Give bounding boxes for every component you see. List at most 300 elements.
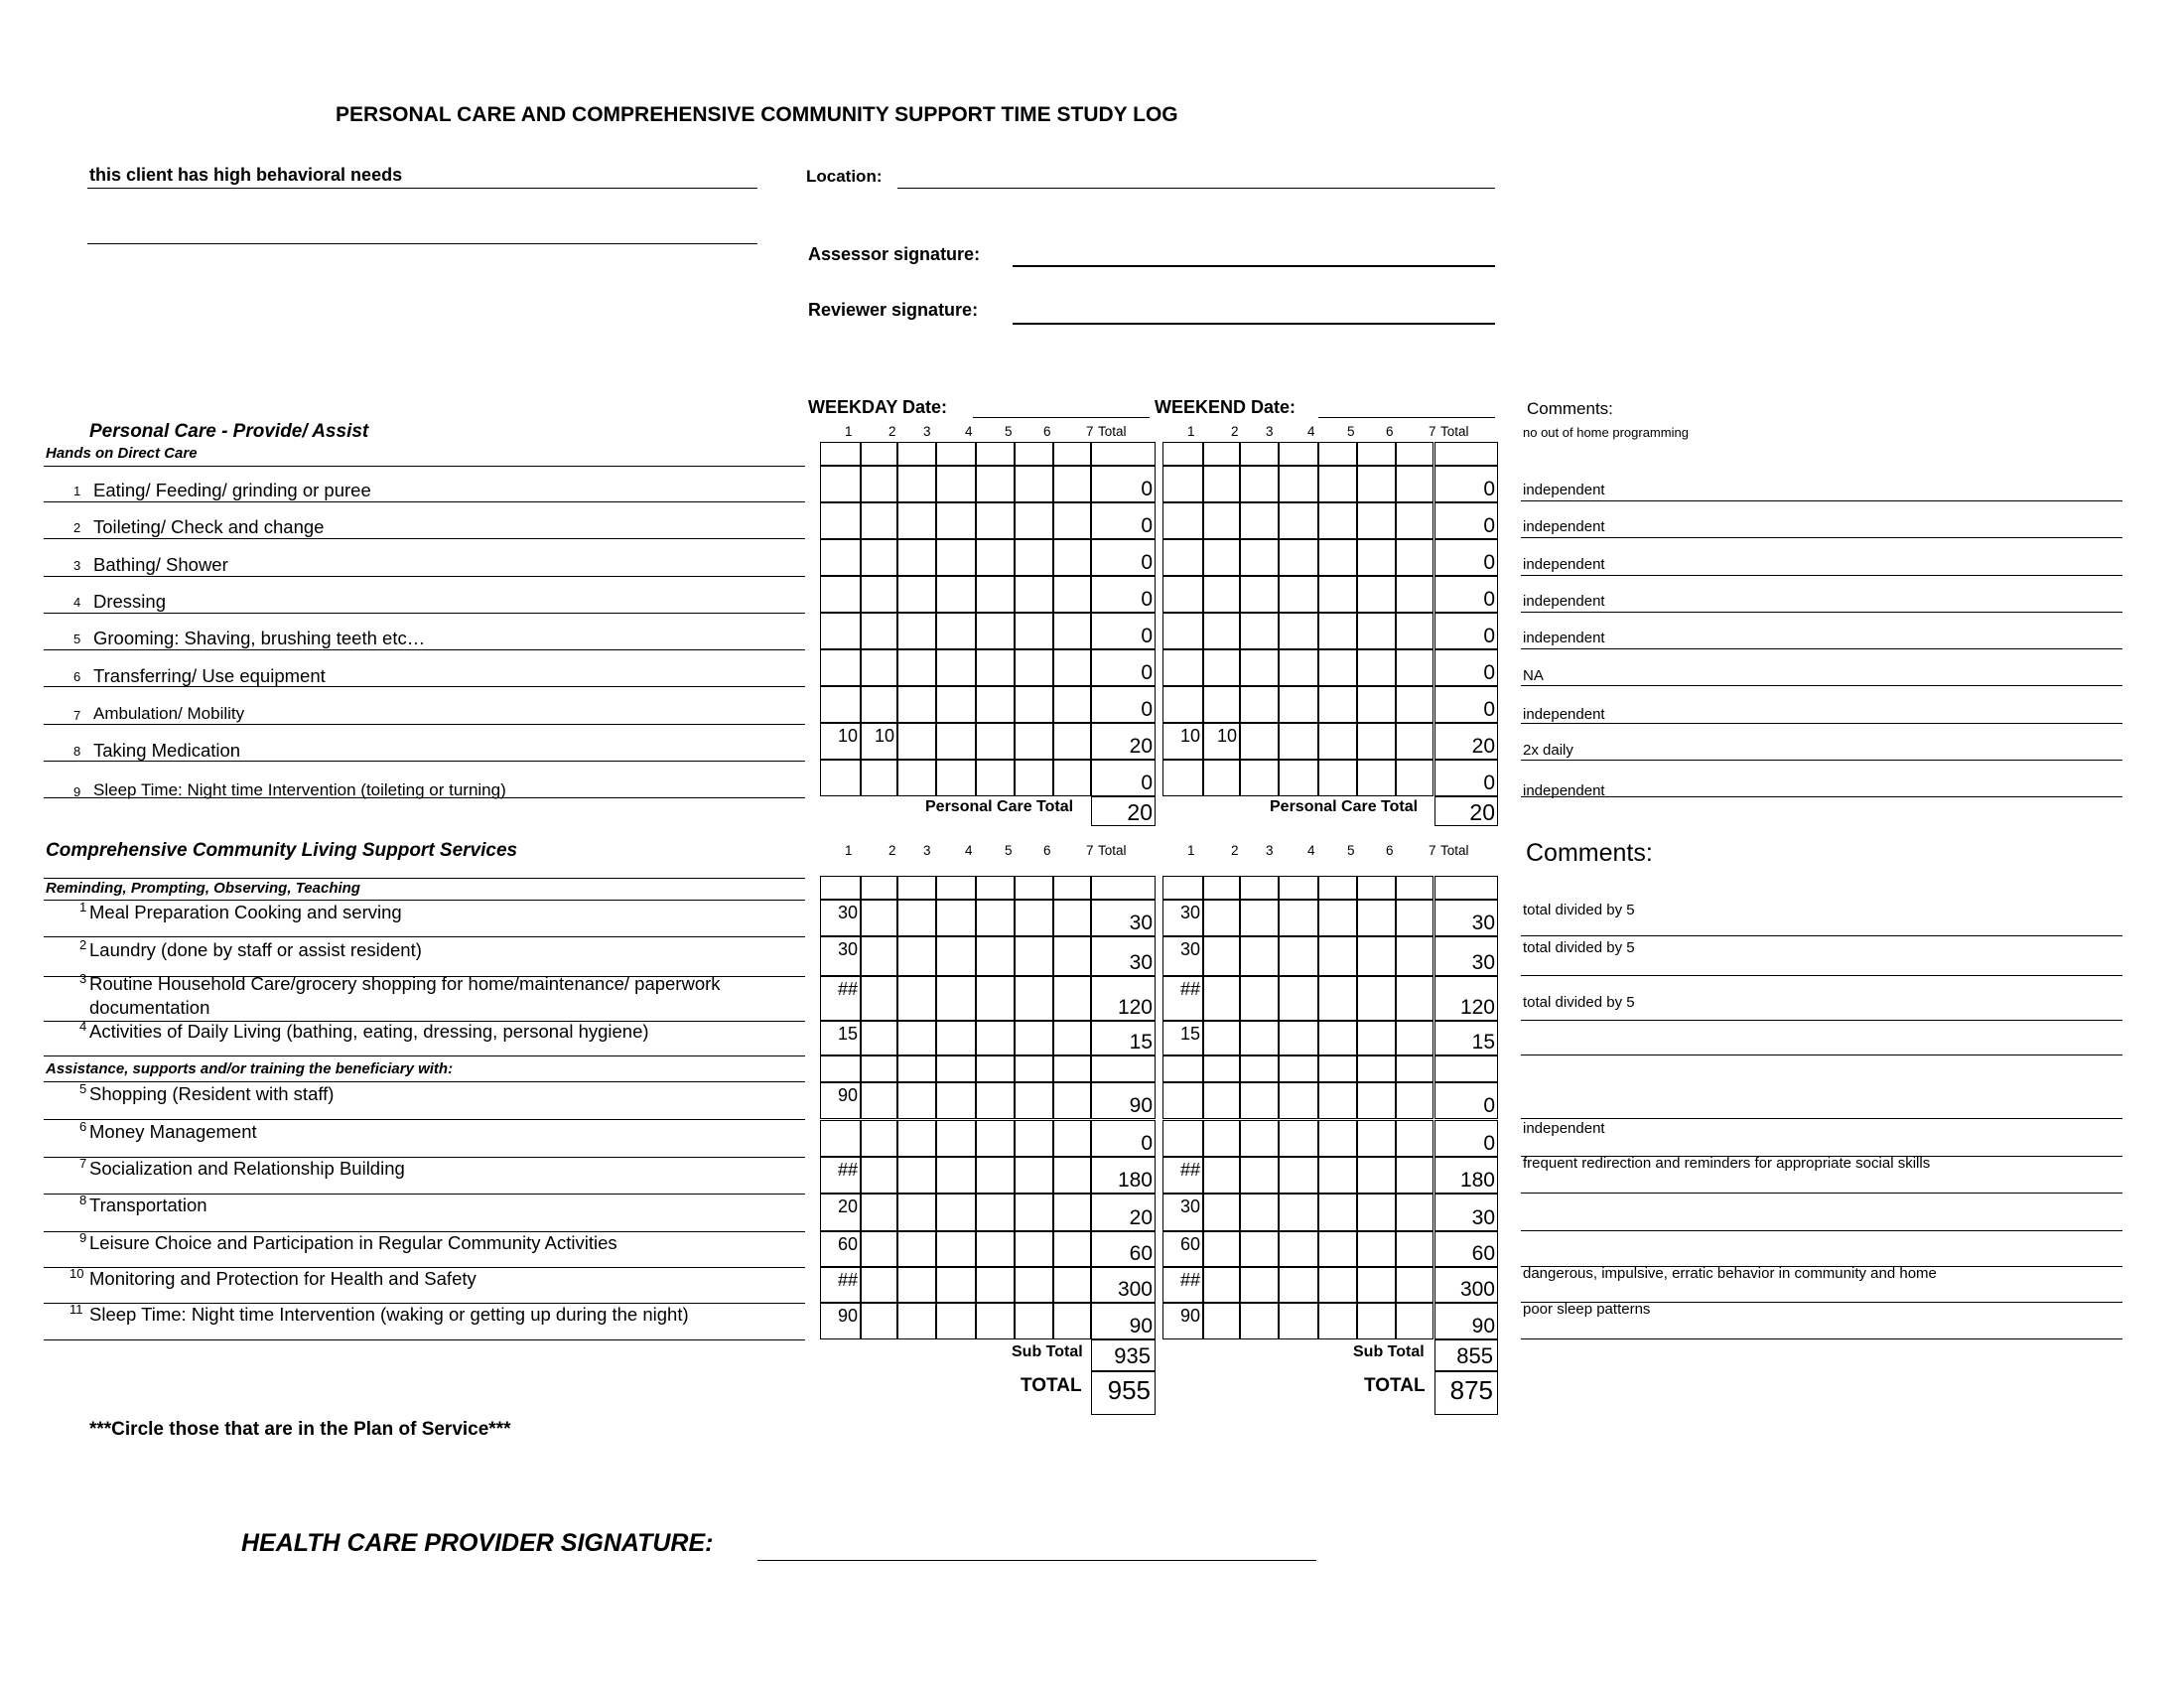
cc-weekday-day-cell[interactable]: [820, 1231, 861, 1267]
cc-weekday-day-cell[interactable]: [976, 1303, 1015, 1339]
pc-weekend-day-cell[interactable]: [1357, 613, 1396, 649]
pc-weekend-day-cell[interactable]: [1357, 686, 1396, 723]
pc-weekend-day-cell[interactable]: [1240, 502, 1279, 539]
cc-weekday-day-cell[interactable]: [861, 976, 897, 1021]
cc-weekend-day-cell[interactable]: [1279, 1082, 1318, 1119]
pc-row-comment[interactable]: independent: [1523, 706, 1605, 723]
cc-weekday-day-cell[interactable]: [936, 1120, 976, 1157]
cc-weekday-day-cell[interactable]: [936, 1267, 976, 1303]
reviewer-signature-field[interactable]: [1013, 323, 1495, 325]
pc-weekend-day-cell[interactable]: [1357, 576, 1396, 613]
pc-weekend-day-cell[interactable]: [1203, 466, 1240, 502]
cc-weekend-day-cell[interactable]: [1203, 1082, 1240, 1119]
cc-weekday-day-cell[interactable]: [1053, 1231, 1091, 1267]
pc-weekend-day-cell[interactable]: [1240, 723, 1279, 760]
cc-weekday-day-cell[interactable]: [936, 1194, 976, 1231]
cc-weekend-day-cell[interactable]: [1318, 1157, 1357, 1194]
pc-weekend-day-cell[interactable]: [1396, 502, 1433, 539]
cc-weekend-day-cell[interactable]: [1357, 1267, 1396, 1303]
cc-weekday-day-cell[interactable]: [1015, 936, 1053, 976]
pc-weekday-day-cell[interactable]: [820, 686, 861, 723]
cc-weekday-day-cell[interactable]: [897, 1231, 936, 1267]
pc-weekday-day-cell[interactable]: [936, 466, 976, 502]
pc-weekday-day-cell[interactable]: [1015, 466, 1053, 502]
cc-weekend-day-cell[interactable]: [1318, 1194, 1357, 1231]
cc-weekday-day-cell[interactable]: [1015, 1267, 1053, 1303]
cc-weekday-day-cell[interactable]: [976, 900, 1015, 936]
pc-weekday-day-cell[interactable]: [897, 760, 936, 796]
cc-weekend-day-cell[interactable]: [1279, 900, 1318, 936]
pc-weekday-day-cell[interactable]: [861, 723, 897, 760]
pc-weekend-day-cell[interactable]: [1279, 649, 1318, 686]
cc-weekend-day-cell[interactable]: [1203, 1194, 1240, 1231]
pc-weekend-day-cell[interactable]: [1357, 649, 1396, 686]
pc-weekend-day-cell[interactable]: [1396, 466, 1433, 502]
pc-weekend-day-cell[interactable]: [1240, 613, 1279, 649]
pc-weekend-day-cell[interactable]: [1279, 760, 1318, 796]
cc-weekend-day-cell[interactable]: [1396, 976, 1433, 1021]
pc-weekday-day-cell[interactable]: [976, 649, 1015, 686]
cc-row-comment[interactable]: dangerous, impulsive, erratic behavior in community and home: [1523, 1265, 1937, 1282]
pc-weekend-day-cell[interactable]: [1279, 502, 1318, 539]
pc-weekday-day-cell[interactable]: [936, 686, 976, 723]
cc-weekend-day-cell[interactable]: [1240, 1120, 1279, 1157]
pc-weekend-day-cell[interactable]: [1203, 723, 1240, 760]
cc-weekend-day-cell[interactable]: [1357, 1231, 1396, 1267]
cc-weekday-day-cell[interactable]: [861, 1082, 897, 1119]
cc-weekday-day-cell[interactable]: [861, 1231, 897, 1267]
cc-weekend-day-cell[interactable]: [1357, 1157, 1396, 1194]
cc-weekend-day-cell[interactable]: [1357, 1194, 1396, 1231]
cc-weekday-day-cell[interactable]: [936, 900, 976, 936]
cc-weekday-day-cell[interactable]: [820, 1082, 861, 1119]
pc-weekday-day-cell[interactable]: [936, 502, 976, 539]
pc-weekday-day-cell[interactable]: [861, 613, 897, 649]
cc-weekday-day-cell[interactable]: [861, 1157, 897, 1194]
cc-weekday-day-cell[interactable]: [1053, 1303, 1091, 1339]
pc-weekday-day-cell[interactable]: [820, 576, 861, 613]
cc-weekday-day-cell[interactable]: [1015, 976, 1053, 1021]
pc-weekday-day-cell[interactable]: [936, 723, 976, 760]
cc-weekday-day-cell[interactable]: [897, 1021, 936, 1055]
pc-weekend-day-cell[interactable]: [1162, 539, 1203, 576]
cc-weekday-day-cell[interactable]: [1053, 1267, 1091, 1303]
cc-weekday-day-cell[interactable]: [976, 936, 1015, 976]
pc-weekend-day-cell[interactable]: [1162, 466, 1203, 502]
cc-weekend-day-cell[interactable]: [1318, 976, 1357, 1021]
cc-weekend-day-cell[interactable]: [1240, 900, 1279, 936]
assessor-signature-field[interactable]: [1013, 265, 1495, 267]
cc-weekend-day-cell[interactable]: [1203, 976, 1240, 1021]
cc-weekday-day-cell[interactable]: [1015, 1194, 1053, 1231]
pc-weekday-day-cell[interactable]: [976, 576, 1015, 613]
location-field[interactable]: [897, 188, 1495, 189]
weekend-date-field[interactable]: [1318, 417, 1495, 418]
cc-weekday-day-cell[interactable]: [936, 1021, 976, 1055]
pc-weekend-day-cell[interactable]: [1279, 539, 1318, 576]
pc-weekend-day-cell[interactable]: [1279, 686, 1318, 723]
cc-weekend-day-cell[interactable]: [1240, 976, 1279, 1021]
pc-weekday-day-cell[interactable]: [861, 760, 897, 796]
pc-row-comment[interactable]: independent: [1523, 556, 1605, 573]
pc-weekday-day-cell[interactable]: [897, 723, 936, 760]
cc-weekend-day-cell[interactable]: [1162, 976, 1203, 1021]
pc-weekend-day-cell[interactable]: [1162, 723, 1203, 760]
cc-weekend-day-cell[interactable]: [1240, 1231, 1279, 1267]
cc-weekday-day-cell[interactable]: [1015, 1120, 1053, 1157]
cc-weekend-day-cell[interactable]: [1203, 1120, 1240, 1157]
cc-weekend-day-cell[interactable]: [1203, 1303, 1240, 1339]
cc-weekend-day-cell[interactable]: [1396, 1303, 1433, 1339]
pc-weekday-day-cell[interactable]: [861, 466, 897, 502]
cc-weekday-day-cell[interactable]: [1015, 1231, 1053, 1267]
cc-weekday-day-cell[interactable]: [897, 1082, 936, 1119]
pc-weekend-day-cell[interactable]: [1396, 539, 1433, 576]
pc-weekday-day-cell[interactable]: [1053, 723, 1091, 760]
pc-weekend-day-cell[interactable]: [1203, 686, 1240, 723]
cc-weekend-day-cell[interactable]: [1396, 1231, 1433, 1267]
cc-weekend-day-cell[interactable]: [1318, 1231, 1357, 1267]
pc-weekday-day-cell[interactable]: [1053, 466, 1091, 502]
cc-weekday-day-cell[interactable]: [861, 936, 897, 976]
cc-weekday-day-cell[interactable]: [861, 1120, 897, 1157]
pc-weekend-day-cell[interactable]: [1357, 723, 1396, 760]
pc-weekend-day-cell[interactable]: [1396, 723, 1433, 760]
pc-weekend-day-cell[interactable]: [1162, 502, 1203, 539]
cc-weekday-day-cell[interactable]: [976, 1267, 1015, 1303]
pc-weekday-day-cell[interactable]: [1053, 686, 1091, 723]
pc-weekend-day-cell[interactable]: [1240, 539, 1279, 576]
cc-weekday-day-cell[interactable]: [936, 1303, 976, 1339]
cc-weekday-day-cell[interactable]: [1053, 1120, 1091, 1157]
cc-weekend-day-cell[interactable]: [1162, 1082, 1203, 1119]
cc-row-comment[interactable]: independent: [1523, 1120, 1605, 1137]
pc-weekday-day-cell[interactable]: [897, 649, 936, 686]
pc-weekend-day-cell[interactable]: [1279, 723, 1318, 760]
cc-weekend-day-cell[interactable]: [1357, 1021, 1396, 1055]
cc-weekday-day-cell[interactable]: [897, 1120, 936, 1157]
pc-weekday-day-cell[interactable]: [897, 539, 936, 576]
pc-row-comment[interactable]: NA: [1523, 667, 1544, 684]
cc-weekend-day-cell[interactable]: [1240, 1082, 1279, 1119]
cc-weekend-day-cell[interactable]: [1240, 1021, 1279, 1055]
cc-weekend-day-cell[interactable]: [1318, 1082, 1357, 1119]
cc-weekday-day-cell[interactable]: [1053, 900, 1091, 936]
cc-weekday-day-cell[interactable]: [1053, 936, 1091, 976]
pc-weekday-day-cell[interactable]: [897, 613, 936, 649]
cc-weekend-day-cell[interactable]: [1240, 1267, 1279, 1303]
pc-weekend-day-cell[interactable]: [1396, 649, 1433, 686]
pc-weekday-day-cell[interactable]: [1053, 576, 1091, 613]
pc-weekend-day-cell[interactable]: [1318, 466, 1357, 502]
cc-weekday-day-cell[interactable]: [1053, 1157, 1091, 1194]
cc-weekend-day-cell[interactable]: [1240, 936, 1279, 976]
pc-weekday-day-cell[interactable]: [820, 613, 861, 649]
cc-weekday-day-cell[interactable]: [936, 1082, 976, 1119]
cc-weekend-day-cell[interactable]: [1396, 936, 1433, 976]
cc-weekday-day-cell[interactable]: [1053, 1194, 1091, 1231]
cc-weekend-day-cell[interactable]: [1357, 936, 1396, 976]
cc-weekday-day-cell[interactable]: [936, 1157, 976, 1194]
cc-weekend-day-cell[interactable]: [1279, 936, 1318, 976]
pc-weekend-day-cell[interactable]: [1396, 613, 1433, 649]
cc-weekend-day-cell[interactable]: [1203, 900, 1240, 936]
cc-weekday-day-cell[interactable]: [1053, 976, 1091, 1021]
cc-row-comment[interactable]: total divided by 5: [1523, 994, 1635, 1011]
cc-row-comment[interactable]: poor sleep patterns: [1523, 1301, 1651, 1318]
pc-weekend-day-cell[interactable]: [1357, 760, 1396, 796]
pc-weekday-day-cell[interactable]: [820, 723, 861, 760]
health-care-provider-signature-field[interactable]: [757, 1560, 1316, 1561]
pc-weekday-day-cell[interactable]: [1015, 686, 1053, 723]
pc-row-comment[interactable]: independent: [1523, 782, 1605, 799]
pc-weekday-day-cell[interactable]: [1053, 613, 1091, 649]
cc-weekend-day-cell[interactable]: [1162, 1157, 1203, 1194]
pc-weekend-day-cell[interactable]: [1162, 613, 1203, 649]
cc-weekend-day-cell[interactable]: [1279, 1157, 1318, 1194]
pc-weekday-day-cell[interactable]: [1053, 649, 1091, 686]
pc-row-comment[interactable]: 2x daily: [1523, 742, 1573, 759]
cc-weekend-day-cell[interactable]: [1357, 1120, 1396, 1157]
cc-weekend-day-cell[interactable]: [1203, 1021, 1240, 1055]
pc-weekend-day-cell[interactable]: [1162, 649, 1203, 686]
cc-weekday-day-cell[interactable]: [897, 976, 936, 1021]
pc-weekend-day-cell[interactable]: [1240, 760, 1279, 796]
pc-weekday-day-cell[interactable]: [820, 539, 861, 576]
cc-weekend-day-cell[interactable]: [1357, 976, 1396, 1021]
cc-weekday-day-cell[interactable]: [1053, 1021, 1091, 1055]
pc-weekday-day-cell[interactable]: [1015, 576, 1053, 613]
pc-weekday-day-cell[interactable]: [897, 686, 936, 723]
cc-weekend-day-cell[interactable]: [1318, 1120, 1357, 1157]
cc-weekday-day-cell[interactable]: [820, 1267, 861, 1303]
weekday-date-field[interactable]: [973, 417, 1150, 418]
cc-weekday-day-cell[interactable]: [820, 1157, 861, 1194]
pc-weekend-day-cell[interactable]: [1162, 686, 1203, 723]
pc-weekday-day-cell[interactable]: [820, 649, 861, 686]
pc-weekend-day-cell[interactable]: [1318, 723, 1357, 760]
cc-weekday-day-cell[interactable]: [897, 1157, 936, 1194]
cc-weekend-day-cell[interactable]: [1279, 1267, 1318, 1303]
cc-weekday-day-cell[interactable]: [1015, 1082, 1053, 1119]
pc-weekend-day-cell[interactable]: [1203, 760, 1240, 796]
cc-weekend-day-cell[interactable]: [1203, 1267, 1240, 1303]
cc-weekday-day-cell[interactable]: [1015, 1021, 1053, 1055]
cc-weekday-day-cell[interactable]: [936, 1231, 976, 1267]
pc-weekend-day-cell[interactable]: [1396, 686, 1433, 723]
cc-weekday-day-cell[interactable]: [861, 900, 897, 936]
pc-weekend-day-cell[interactable]: [1203, 576, 1240, 613]
pc-weekend-day-cell[interactable]: [1203, 613, 1240, 649]
cc-weekday-day-cell[interactable]: [820, 1194, 861, 1231]
pc-row-comment[interactable]: independent: [1523, 518, 1605, 535]
cc-weekend-day-cell[interactable]: [1318, 1267, 1357, 1303]
cc-weekend-day-cell[interactable]: [1396, 1157, 1433, 1194]
pc-weekend-day-cell[interactable]: [1318, 502, 1357, 539]
cc-weekend-day-cell[interactable]: [1279, 1231, 1318, 1267]
cc-weekend-day-cell[interactable]: [1396, 900, 1433, 936]
cc-weekend-day-cell[interactable]: [1162, 1194, 1203, 1231]
cc-weekend-day-cell[interactable]: [1279, 976, 1318, 1021]
cc-weekday-day-cell[interactable]: [820, 936, 861, 976]
cc-weekday-day-cell[interactable]: [861, 1267, 897, 1303]
pc-weekend-day-cell[interactable]: [1318, 539, 1357, 576]
pc-weekday-day-cell[interactable]: [1015, 613, 1053, 649]
pc-row-comment[interactable]: independent: [1523, 593, 1605, 610]
cc-weekday-day-cell[interactable]: [1015, 900, 1053, 936]
pc-row-comment[interactable]: independent: [1523, 630, 1605, 646]
cc-weekend-day-cell[interactable]: [1318, 1303, 1357, 1339]
cc-weekend-day-cell[interactable]: [1318, 900, 1357, 936]
pc-weekend-day-cell[interactable]: [1203, 649, 1240, 686]
cc-weekday-day-cell[interactable]: [820, 1303, 861, 1339]
cc-weekend-day-cell[interactable]: [1203, 1231, 1240, 1267]
cc-weekend-day-cell[interactable]: [1240, 1157, 1279, 1194]
cc-weekday-day-cell[interactable]: [976, 1231, 1015, 1267]
client-note-line-2[interactable]: [87, 243, 757, 244]
cc-weekend-day-cell[interactable]: [1396, 1021, 1433, 1055]
pc-weekend-day-cell[interactable]: [1357, 502, 1396, 539]
pc-weekday-day-cell[interactable]: [1053, 502, 1091, 539]
pc-weekend-day-cell[interactable]: [1318, 576, 1357, 613]
cc-weekday-day-cell[interactable]: [936, 976, 976, 1021]
pc-weekday-day-cell[interactable]: [1015, 539, 1053, 576]
pc-weekday-day-cell[interactable]: [861, 686, 897, 723]
pc-weekday-day-cell[interactable]: [976, 466, 1015, 502]
pc-weekday-day-cell[interactable]: [1015, 649, 1053, 686]
cc-weekend-day-cell[interactable]: [1162, 1303, 1203, 1339]
cc-weekend-day-cell[interactable]: [1162, 1267, 1203, 1303]
cc-weekday-day-cell[interactable]: [897, 1303, 936, 1339]
pc-weekday-day-cell[interactable]: [897, 576, 936, 613]
cc-weekday-day-cell[interactable]: [820, 1120, 861, 1157]
cc-weekday-day-cell[interactable]: [1053, 1082, 1091, 1119]
pc-weekday-day-cell[interactable]: [936, 613, 976, 649]
cc-weekend-day-cell[interactable]: [1396, 1267, 1433, 1303]
cc-weekend-day-cell[interactable]: [1318, 936, 1357, 976]
pc-weekend-day-cell[interactable]: [1396, 760, 1433, 796]
cc-weekend-day-cell[interactable]: [1162, 1231, 1203, 1267]
pc-weekend-day-cell[interactable]: [1318, 760, 1357, 796]
cc-weekday-day-cell[interactable]: [1015, 1303, 1053, 1339]
cc-weekday-day-cell[interactable]: [820, 1021, 861, 1055]
pc-weekend-day-cell[interactable]: [1240, 576, 1279, 613]
pc-weekday-day-cell[interactable]: [1053, 539, 1091, 576]
pc-weekend-day-cell[interactable]: [1279, 576, 1318, 613]
pc-weekend-day-cell[interactable]: [1279, 466, 1318, 502]
pc-weekday-day-cell[interactable]: [976, 502, 1015, 539]
cc-weekend-day-cell[interactable]: [1279, 1303, 1318, 1339]
cc-weekend-day-cell[interactable]: [1318, 1021, 1357, 1055]
pc-weekday-day-cell[interactable]: [976, 723, 1015, 760]
cc-weekday-day-cell[interactable]: [820, 900, 861, 936]
cc-weekend-day-cell[interactable]: [1396, 1082, 1433, 1119]
cc-weekday-day-cell[interactable]: [897, 1267, 936, 1303]
cc-weekday-day-cell[interactable]: [861, 1303, 897, 1339]
pc-weekday-day-cell[interactable]: [820, 466, 861, 502]
pc-weekday-day-cell[interactable]: [820, 502, 861, 539]
pc-weekday-day-cell[interactable]: [1015, 723, 1053, 760]
cc-weekend-day-cell[interactable]: [1279, 1194, 1318, 1231]
pc-weekend-day-cell[interactable]: [1240, 466, 1279, 502]
pc-weekday-day-cell[interactable]: [976, 760, 1015, 796]
pc-weekday-day-cell[interactable]: [936, 649, 976, 686]
cc-weekday-day-cell[interactable]: [897, 1194, 936, 1231]
pc-weekday-day-cell[interactable]: [861, 576, 897, 613]
cc-weekday-day-cell[interactable]: [936, 936, 976, 976]
cc-weekend-day-cell[interactable]: [1162, 936, 1203, 976]
pc-weekday-day-cell[interactable]: [976, 686, 1015, 723]
pc-weekday-day-cell[interactable]: [820, 760, 861, 796]
pc-weekend-day-cell[interactable]: [1162, 760, 1203, 796]
cc-weekday-day-cell[interactable]: [861, 1021, 897, 1055]
pc-weekend-day-cell[interactable]: [1279, 613, 1318, 649]
cc-weekday-day-cell[interactable]: [976, 1194, 1015, 1231]
pc-weekend-day-cell[interactable]: [1318, 649, 1357, 686]
pc-weekday-day-cell[interactable]: [936, 576, 976, 613]
cc-weekday-day-cell[interactable]: [1015, 1157, 1053, 1194]
cc-weekend-day-cell[interactable]: [1162, 1120, 1203, 1157]
pc-weekend-day-cell[interactable]: [1240, 686, 1279, 723]
cc-weekend-day-cell[interactable]: [1203, 1157, 1240, 1194]
pc-weekend-day-cell[interactable]: [1203, 539, 1240, 576]
pc-weekday-day-cell[interactable]: [1053, 760, 1091, 796]
cc-weekday-day-cell[interactable]: [976, 1021, 1015, 1055]
cc-weekend-day-cell[interactable]: [1396, 1194, 1433, 1231]
cc-weekend-day-cell[interactable]: [1240, 1303, 1279, 1339]
pc-weekday-day-cell[interactable]: [861, 649, 897, 686]
pc-weekend-day-cell[interactable]: [1318, 686, 1357, 723]
cc-weekend-day-cell[interactable]: [1279, 1021, 1318, 1055]
pc-weekday-day-cell[interactable]: [861, 539, 897, 576]
cc-row-comment[interactable]: frequent redirection and reminders for appropriate social skills: [1523, 1155, 1931, 1172]
cc-weekend-day-cell[interactable]: [1162, 1021, 1203, 1055]
cc-weekend-day-cell[interactable]: [1279, 1120, 1318, 1157]
cc-weekday-day-cell[interactable]: [820, 976, 861, 1021]
pc-weekday-day-cell[interactable]: [976, 613, 1015, 649]
cc-row-comment[interactable]: total divided by 5: [1523, 902, 1635, 918]
pc-weekday-day-cell[interactable]: [976, 539, 1015, 576]
cc-weekday-day-cell[interactable]: [976, 1082, 1015, 1119]
pc-weekend-day-cell[interactable]: [1357, 539, 1396, 576]
cc-weekday-day-cell[interactable]: [861, 1194, 897, 1231]
cc-weekend-day-cell[interactable]: [1357, 1082, 1396, 1119]
cc-weekday-day-cell[interactable]: [976, 1157, 1015, 1194]
cc-weekend-day-cell[interactable]: [1357, 900, 1396, 936]
pc-weekday-day-cell[interactable]: [936, 539, 976, 576]
pc-weekday-day-cell[interactable]: [897, 466, 936, 502]
pc-weekend-day-cell[interactable]: [1318, 613, 1357, 649]
pc-weekday-day-cell[interactable]: [897, 502, 936, 539]
cc-weekday-day-cell[interactable]: [897, 900, 936, 936]
pc-weekend-day-cell[interactable]: [1162, 576, 1203, 613]
pc-weekday-day-cell[interactable]: [1015, 760, 1053, 796]
pc-weekend-day-cell[interactable]: [1203, 502, 1240, 539]
pc-weekday-day-cell[interactable]: [1015, 502, 1053, 539]
cc-weekday-day-cell[interactable]: [976, 1120, 1015, 1157]
pc-weekday-day-cell[interactable]: [936, 760, 976, 796]
cc-weekend-day-cell[interactable]: [1357, 1303, 1396, 1339]
cc-weekend-day-cell[interactable]: [1203, 936, 1240, 976]
pc-weekend-day-cell[interactable]: [1396, 576, 1433, 613]
pc-weekend-day-cell[interactable]: [1357, 466, 1396, 502]
cc-weekend-day-cell[interactable]: [1240, 1194, 1279, 1231]
cc-weekend-day-cell[interactable]: [1162, 900, 1203, 936]
pc-weekday-day-cell[interactable]: [861, 502, 897, 539]
pc-row-comment[interactable]: independent: [1523, 482, 1605, 498]
cc-weekend-day-cell[interactable]: [1396, 1120, 1433, 1157]
cc-weekday-day-cell[interactable]: [897, 936, 936, 976]
